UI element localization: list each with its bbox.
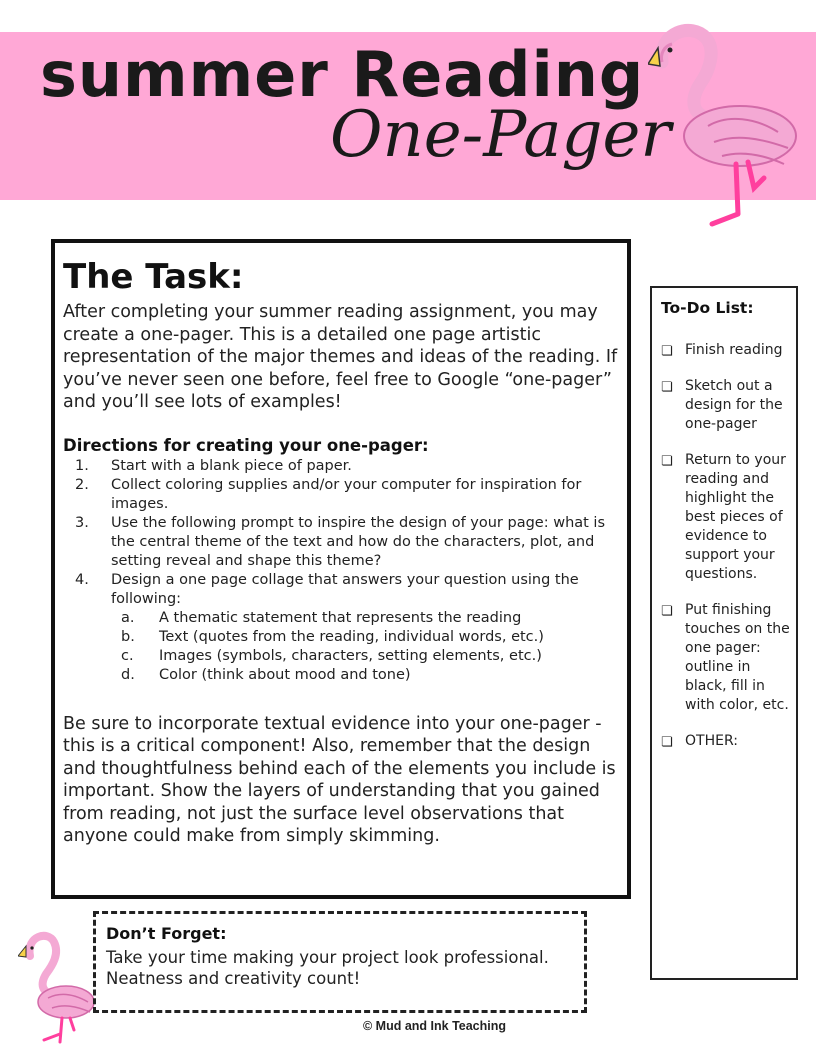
- list-item: [661, 732, 795, 751]
- copyright: © Mud and Ink Teaching: [363, 1019, 507, 1033]
- list-item: [661, 601, 795, 715]
- step-number: 1.: [75, 457, 89, 474]
- step-text: Use the following prompt to inspire the design of your page: what is the central theme of the text and how do the characters, plot, and setting reveal and shape this theme?: [111, 514, 606, 569]
- substep-text: A thematic statement that represents the reading: [159, 609, 522, 626]
- list-item: [111, 609, 617, 628]
- reminder-box: [93, 911, 587, 1013]
- list-item: [661, 341, 795, 360]
- page-title: summer Reading: [40, 38, 645, 111]
- substep-text: Images (symbols, characters, setting elements, etc.): [159, 647, 542, 664]
- todo-section: [650, 286, 798, 980]
- directions-list: [63, 457, 627, 685]
- step-text: Start with a blank piece of paper.: [111, 457, 352, 474]
- list-item: [661, 377, 795, 434]
- checkbox-icon: ❏: [661, 735, 673, 750]
- step-text: Design a one page collage that answers your question using the following:: [111, 571, 579, 607]
- substep-list: [111, 609, 617, 685]
- list-item: [63, 476, 617, 514]
- list-item: [111, 628, 617, 647]
- step-number: 2.: [75, 476, 89, 493]
- substep-text: Text (quotes from the reading, individual words, etc.): [159, 628, 544, 645]
- step-number: 4.: [75, 571, 89, 588]
- todo-item-text: OTHER:: [685, 733, 738, 749]
- task-heading: The Task:: [63, 257, 244, 297]
- substep-letter: b.: [121, 628, 135, 645]
- list-item: [63, 514, 617, 571]
- reminder-text: Take your time making your project look professional. Neatness and creativity count!: [106, 948, 549, 988]
- checkbox-icon: ❏: [661, 604, 673, 619]
- flamingo-icon: [648, 18, 798, 233]
- checkbox-icon: ❏: [661, 380, 673, 395]
- list-item: [63, 571, 617, 685]
- page-subtitle: One-Pager: [330, 98, 671, 172]
- flamingo-icon: [18, 930, 98, 1045]
- list-item: [63, 457, 617, 476]
- substep-letter: c.: [121, 647, 134, 664]
- todo-item-text: Put finishing touches on the one pager: outline in black, fill in with color, etc.: [685, 602, 790, 713]
- directions-heading: Directions for creating your one-pager:: [63, 435, 429, 455]
- todo-list: [661, 341, 795, 768]
- reminder-heading: Don’t Forget:: [106, 924, 227, 943]
- checkbox-icon: ❏: [661, 454, 673, 469]
- step-number: 3.: [75, 514, 89, 531]
- substep-text: Color (think about mood and tone): [159, 666, 411, 683]
- todo-item-text: Return to your reading and highlight the best pieces of evidence to support your questions.: [685, 452, 786, 582]
- task-section: [51, 239, 631, 899]
- todo-item-text: Sketch out a design for the one-pager: [685, 378, 783, 432]
- list-item: [111, 666, 617, 685]
- list-item: [111, 647, 617, 666]
- checkbox-icon: ❏: [661, 344, 673, 359]
- substep-letter: d.: [121, 666, 135, 683]
- todo-item-text: Finish reading: [685, 342, 783, 358]
- task-intro: After completing your summer reading assignment, you may create a one-pager. This is a detailed one page artistic representation of the major themes and ideas of the reading. If you’ve never seen one before, feel free to Google “one-pager” and you’ll see lots of examples!: [63, 302, 618, 412]
- substep-letter: a.: [121, 609, 135, 626]
- task-closing: Be sure to incorporate textual evidence into your one-pager - this is a critical component! Also, remember that the design and thoughtfulness behind each of the elements you include is important. Show the layers of understanding that you gained from reading, not just the surface level observations that anyone could make from simply skimming.: [63, 713, 616, 846]
- step-text: Collect coloring supplies and/or your computer for inspiration for images.: [111, 476, 582, 512]
- list-item: [661, 451, 795, 584]
- todo-heading: To-Do List:: [661, 299, 754, 317]
